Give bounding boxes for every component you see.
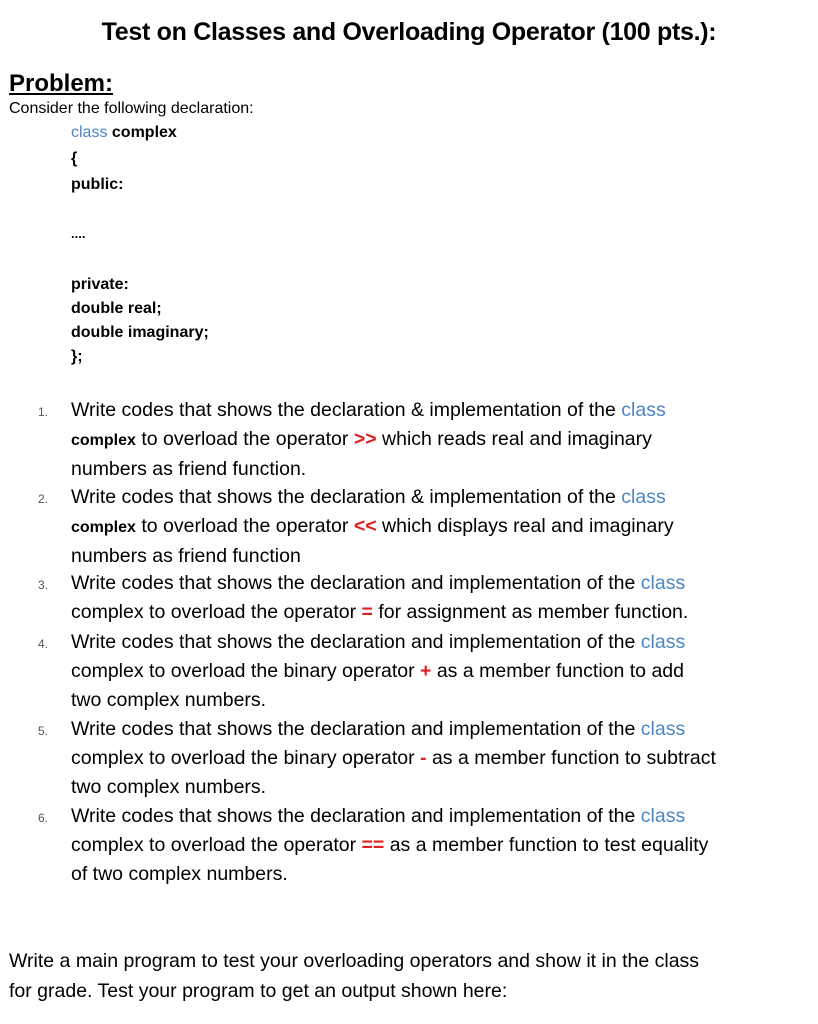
page-title: Test on Classes and Overloading Operator (100 pts.): (101, 18, 717, 46)
code-line-open-brace: { (71, 150, 78, 167)
class-keyword: class (71, 124, 108, 141)
task-text-part: of two complex numbers. (71, 863, 288, 885)
class-keyword: class (640, 572, 686, 594)
task-number: 6. (38, 811, 49, 825)
task-text-part: to overload the operator (135, 515, 354, 537)
task-number: 2. (38, 492, 49, 506)
class-keyword: class (621, 399, 666, 421)
task-text (71, 569, 811, 627)
problem-heading: Problem: (9, 70, 114, 97)
task-number: 5. (38, 724, 49, 738)
class-name: complex (71, 432, 136, 449)
task-text-part: which displays real and imaginary (376, 515, 674, 537)
code-line-class (71, 124, 177, 142)
task-text (71, 396, 811, 484)
footer-line-2: for grade. Test your program to get an output shown here: (9, 980, 508, 1002)
footer-instructions (9, 946, 809, 1006)
task-number: 3. (38, 578, 49, 592)
operator-symbol: << (353, 515, 377, 537)
task-text-part: complex to overload the binary operator (71, 660, 421, 682)
task-text (71, 628, 811, 715)
operator-symbol: == (361, 834, 385, 856)
task-text-part: Write codes that shows the declaration and implementation of the (71, 572, 641, 594)
task-text-part: numbers as friend function (71, 545, 301, 567)
task-text-part: complex to overload the operator (71, 834, 362, 856)
task-text-part: as a member function to add (431, 660, 684, 682)
code-line-imaginary: double imaginary; (71, 324, 209, 341)
task-text-part: for assignment as member function. (372, 601, 689, 623)
task-text-part: which reads real and imaginary (376, 428, 652, 450)
task-text-part: two complex numbers. (71, 776, 267, 798)
operator-symbol: + (420, 660, 432, 682)
footer-line-1: Write a main program to test your overloading operators and show it in the class (9, 950, 700, 972)
task-text-part: Write codes that shows the declaration and implementation of the (71, 631, 641, 653)
task-text (71, 483, 811, 571)
operator-symbol: = (361, 601, 373, 623)
code-line-ellipsis: .... (71, 226, 86, 241)
code-line-public: public: (71, 176, 124, 193)
class-name: complex (71, 519, 136, 536)
task-text-part: two complex numbers. (71, 689, 267, 711)
code-line-private: private: (71, 276, 129, 293)
class-keyword: class (640, 631, 686, 653)
code-line-close: }; (71, 348, 83, 365)
code-line-real: double real; (71, 300, 162, 317)
task-number: 1. (38, 405, 49, 419)
class-keyword: class (640, 718, 686, 740)
task-text-part: Write codes that shows the declaration and implementation of the (71, 718, 641, 740)
task-text-part: to overload the operator (135, 428, 354, 450)
task-text (71, 802, 811, 889)
operator-symbol: - (420, 747, 427, 769)
task-text-part: Write codes that shows the declaration & implementation of the (71, 399, 622, 421)
class-name: complex (107, 124, 177, 141)
task-number: 4. (38, 637, 49, 651)
intro-text: Consider the following declaration: (9, 100, 254, 117)
task-text-part: as a member function to subtract (426, 747, 716, 769)
task-text (71, 715, 811, 802)
class-keyword: class (640, 805, 686, 827)
task-text-part: Write codes that shows the declaration and implementation of the (71, 805, 641, 827)
class-keyword: class (621, 486, 666, 508)
task-text-part: numbers as friend function. (71, 458, 307, 480)
task-text-part: complex to overload the binary operator (71, 747, 421, 769)
task-text-part: as a member function to test equality (384, 834, 709, 856)
operator-symbol: >> (353, 428, 377, 450)
task-text-part: complex to overload the operator (71, 601, 362, 623)
task-text-part: Write codes that shows the declaration & implementation of the (71, 486, 622, 508)
